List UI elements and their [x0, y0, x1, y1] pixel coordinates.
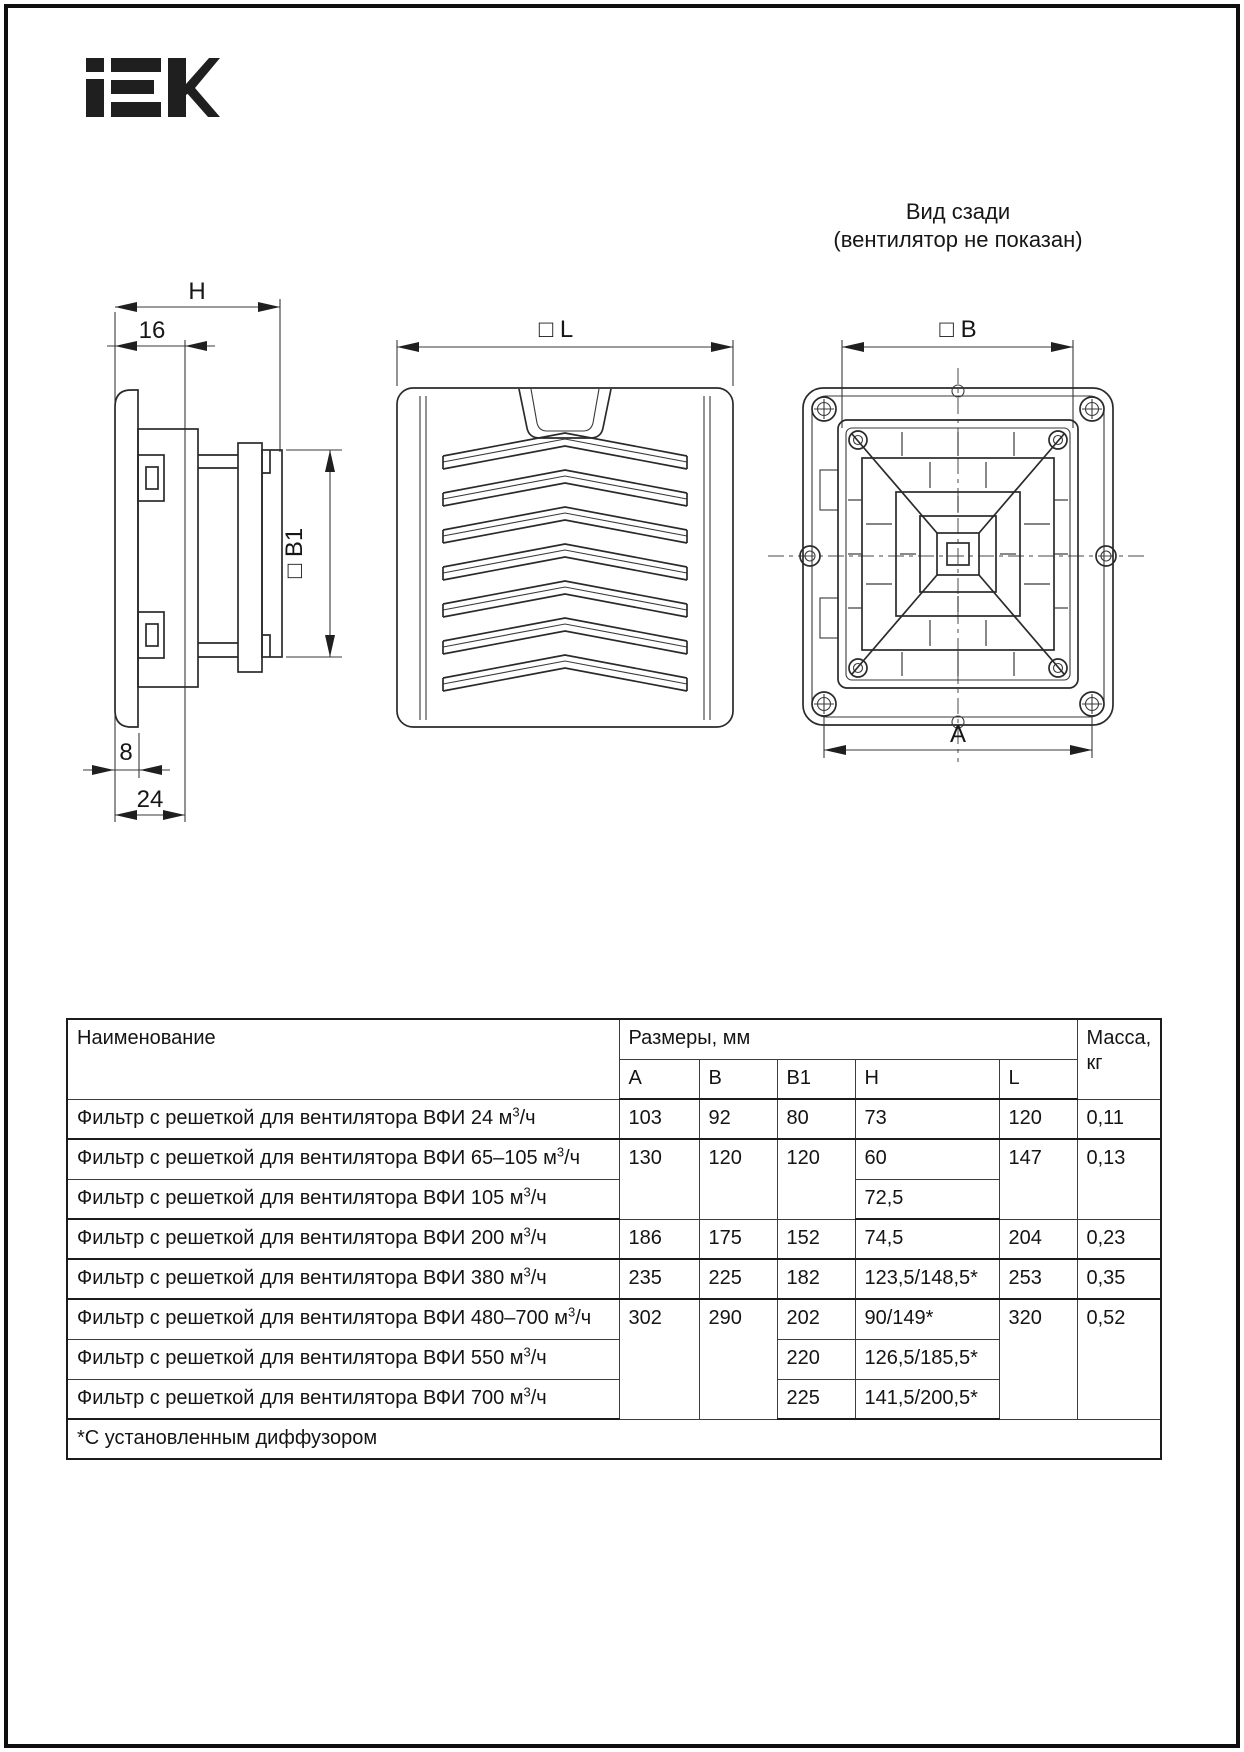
value-a: 103 — [619, 1099, 699, 1139]
value-h: 90/149* — [855, 1299, 999, 1339]
product-name: Фильтр с решеткой для вентилятора ВФИ 480–700 $м^3/ч$ — [67, 1299, 619, 1339]
value-mass: 0,11 — [1077, 1099, 1161, 1139]
value-b1: 182 — [777, 1259, 855, 1299]
value-b: 120 — [699, 1139, 777, 1219]
column-header-name: Наименование — [67, 1019, 619, 1099]
value-h: 73 — [855, 1099, 999, 1139]
table-row — [67, 1099, 1161, 1139]
value-l: 253 — [999, 1259, 1077, 1299]
column-header-b1: B1 — [777, 1059, 855, 1099]
value-a: 235 — [619, 1259, 699, 1299]
value-a: 302 — [619, 1299, 699, 1419]
table-header-row — [67, 1019, 1161, 1059]
side-view-drawing — [83, 278, 342, 822]
rear-view-title — [833, 199, 1082, 252]
rear-title-line1: Вид сзади — [905, 199, 1011, 224]
front-view-drawing — [397, 316, 733, 727]
table-row — [67, 1339, 1161, 1379]
table-row — [67, 1179, 1161, 1219]
column-header-l: L — [999, 1059, 1077, 1099]
dim-label-16: 16 — [138, 317, 166, 344]
value-h: 141,5/200,5* — [855, 1379, 999, 1419]
value-a: 130 — [619, 1139, 699, 1219]
table-row — [67, 1139, 1161, 1179]
value-b: 225 — [699, 1259, 777, 1299]
value-b: 92 — [699, 1099, 777, 1139]
dim-label-a: A — [949, 721, 967, 748]
dim-label-8: 8 — [119, 739, 133, 766]
rear-title-line2: (вентилятор не показан) — [833, 227, 1083, 252]
table-row — [67, 1379, 1161, 1419]
value-b1: 120 — [777, 1139, 855, 1219]
value-h: 60 — [855, 1139, 999, 1179]
value-h: 126,5/185,5* — [855, 1339, 999, 1379]
table-footnote-row — [67, 1419, 1161, 1459]
value-mass: 0,23 — [1077, 1219, 1161, 1259]
product-name: Фильтр с решеткой для вентилятора ВФИ 105 $м^3/ч$ — [67, 1179, 619, 1219]
dim-label-b1: □ B1 — [281, 527, 308, 579]
value-mass: 0,13 — [1077, 1139, 1161, 1219]
dim-label-l: □ L — [538, 316, 574, 343]
product-name: Фильтр с решеткой для вентилятора ВФИ 550 $м^3/ч$ — [67, 1339, 619, 1379]
table-row — [67, 1259, 1161, 1299]
value-l: 147 — [999, 1139, 1077, 1219]
value-a: 186 — [619, 1219, 699, 1259]
column-header-h: H — [855, 1059, 999, 1099]
value-b1: 202 — [777, 1299, 855, 1339]
product-name: Фильтр с решеткой для вентилятора ВФИ 380 $м^3/ч$ — [67, 1259, 619, 1299]
column-header-b: B — [699, 1059, 777, 1099]
dim-label-h: H — [188, 278, 206, 305]
screw-icon — [1080, 692, 1104, 716]
table-footnote: *С установленным диффузором — [67, 1419, 1161, 1459]
value-h: 123,5/148,5* — [855, 1259, 999, 1299]
product-name: Фильтр с решеткой для вентилятора ВФИ 24 $м^3/ч$ — [67, 1099, 619, 1139]
value-l: 204 — [999, 1219, 1077, 1259]
value-b: 175 — [699, 1219, 777, 1259]
louver-slats — [443, 433, 687, 691]
value-l: 120 — [999, 1099, 1077, 1139]
screw-icon — [812, 692, 836, 716]
value-h: 74,5 — [855, 1219, 999, 1259]
dimensions-table — [66, 1018, 1162, 1460]
dim-label-b: □ B — [939, 316, 977, 343]
product-name: Фильтр с решеткой для вентилятора ВФИ 700 $м^3/ч$ — [67, 1379, 619, 1419]
product-name: Фильтр с решеткой для вентилятора ВФИ 200 $м^3/ч$ — [67, 1219, 619, 1259]
product-name: Фильтр с решеткой для вентилятора ВФИ 65–105 $м^3/ч$ — [67, 1139, 619, 1179]
value-b1: 152 — [777, 1219, 855, 1259]
value-b1: 80 — [777, 1099, 855, 1139]
column-header-a: A — [619, 1059, 699, 1099]
value-mass: 0,35 — [1077, 1259, 1161, 1299]
table-row — [67, 1299, 1161, 1339]
screw-icon — [812, 397, 836, 421]
iek-logo-icon — [86, 58, 220, 117]
value-b1: 220 — [777, 1339, 855, 1379]
dim-label-24: 24 — [136, 786, 164, 813]
column-header-mass: Масса, кг — [1077, 1019, 1161, 1099]
value-b: 290 — [699, 1299, 777, 1419]
table-row — [67, 1219, 1161, 1259]
screw-icon — [1080, 397, 1104, 421]
value-mass: 0,52 — [1077, 1299, 1161, 1419]
value-l: 320 — [999, 1299, 1077, 1419]
column-header-sizes: Размеры, мм — [619, 1019, 1077, 1059]
value-b1: 225 — [777, 1379, 855, 1419]
value-h: 72,5 — [855, 1179, 999, 1219]
rear-view-drawing — [768, 316, 1148, 762]
